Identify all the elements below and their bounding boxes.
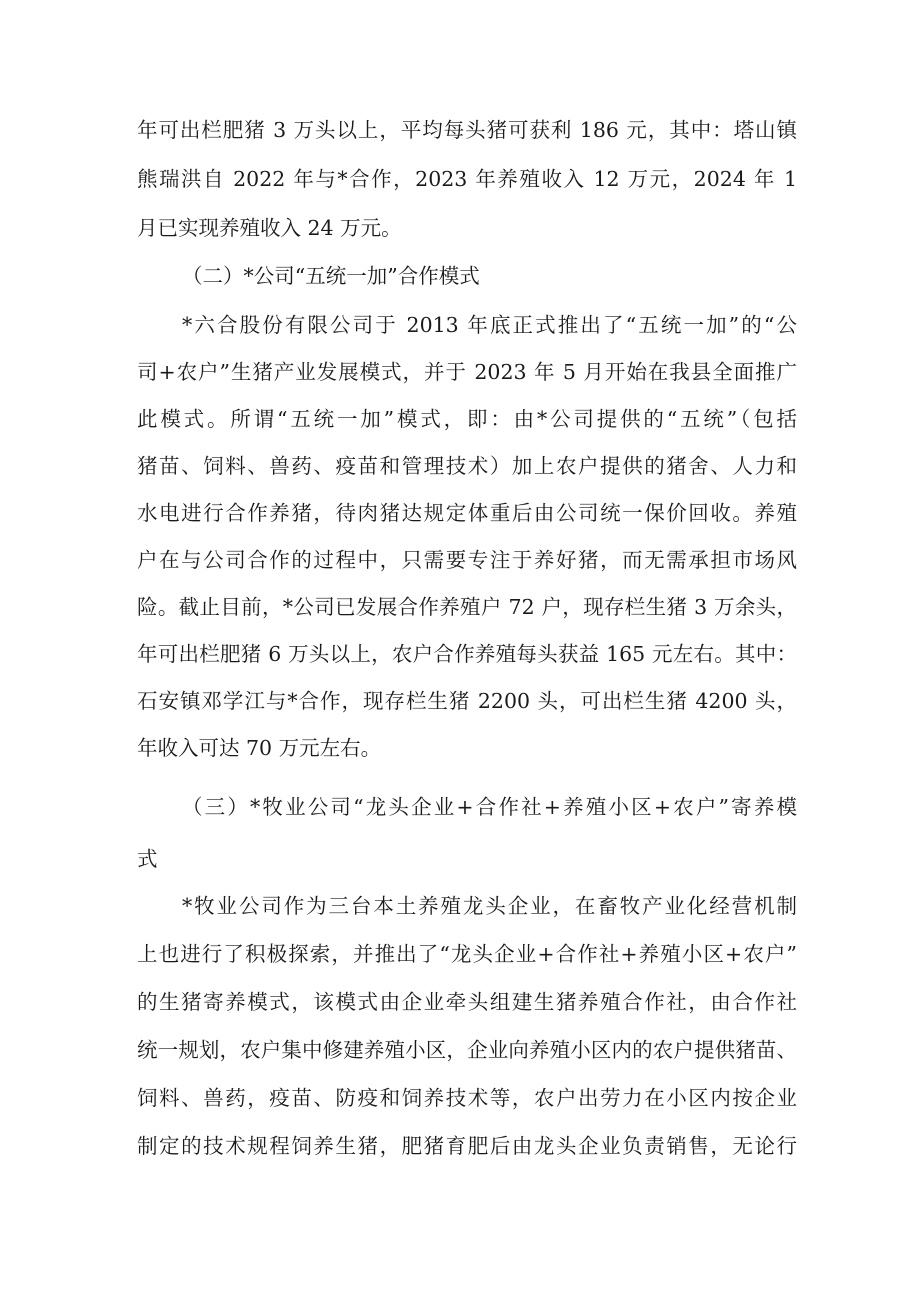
- paragraph-1-line-2: 熊瑞洪自 2022 年与*合作，2023 年养殖收入 12 万元，2024 年 1: [137, 167, 797, 191]
- paragraph-3-line-5: 饲料、兽药，疫苗、防疫和饲养技术等，农户出劳力在小区内按企业: [137, 1086, 797, 1110]
- paragraph-2-line-10: 年收入可达 70 万元左右。: [137, 736, 382, 760]
- paragraph-1-line-3: 月已实现养殖收入 24 万元。: [137, 216, 402, 240]
- section-heading-3-line-2: 式: [137, 847, 158, 871]
- section-heading-2: （二）*公司“五统一加”合作模式: [182, 264, 480, 288]
- paragraph-2-line-4: 猪苗、饲料、兽药、疫苗和管理技术）加上农户提供的猪舍、人力和: [137, 454, 797, 478]
- paragraph-2-line-9: 石安镇邓学江与*合作，现存栏生猪 2200 头，可出栏生猪 4200 头，: [137, 689, 797, 713]
- paragraph-3-line-6: 制定的技术规程饲养生猪，肥猪育肥后由龙头企业负责销售，无论行: [137, 1134, 797, 1158]
- paragraph-2-line-5: 水电进行合作养猪，待肉猪达规定体重后由公司统一保价回收。养殖: [137, 501, 797, 525]
- section-heading-3-line-1: （三）*牧业公司“龙头企业+合作社+养殖小区+农户”寄养模: [182, 795, 797, 819]
- paragraph-3-line-4: 统一规划，农户集中修建养殖小区，企业向养殖小区内的农户提供猪苗、: [137, 1038, 797, 1062]
- paragraph-3-line-2: 上也进行了积极探索，并推出了“龙头企业+合作社+养殖小区+农户”: [137, 942, 797, 966]
- paragraph-2-line-2: 司+农户”生猪产业发展模式，并于 2023 年 5 月开始在我县全面推广: [137, 360, 797, 384]
- paragraph-1-line-1: 年可出栏肥猪 3 万头以上，平均每头猪可获利 186 元，其中：塔山镇: [137, 118, 797, 142]
- paragraph-3-line-3: 的生猪寄养模式，该模式由企业牵头组建生猪养殖合作社，由合作社: [137, 990, 797, 1014]
- paragraph-2-line-1: *六合股份有限公司于 2013 年底正式推出了“五统一加”的“公: [182, 313, 797, 337]
- paragraph-2-line-6: 户在与公司合作的过程中，只需要专注于养好猪，而无需承担市场风: [137, 548, 797, 572]
- paragraph-2-line-7: 险。截止目前，*公司已发展合作养殖户 72 户，现存栏生猪 3 万余头，: [137, 595, 797, 619]
- paragraph-3-line-1: *牧业公司作为三台本土养殖龙头企业，在畜牧产业化经营机制: [182, 894, 797, 918]
- paragraph-2-line-8: 年可出栏肥猪 6 万头以上，农户合作养殖每头获益 165 元左右。其中：: [137, 642, 797, 666]
- paragraph-2-line-3: 此模式。所谓“五统一加”模式，即：由*公司提供的“五统”（包括: [137, 407, 797, 431]
